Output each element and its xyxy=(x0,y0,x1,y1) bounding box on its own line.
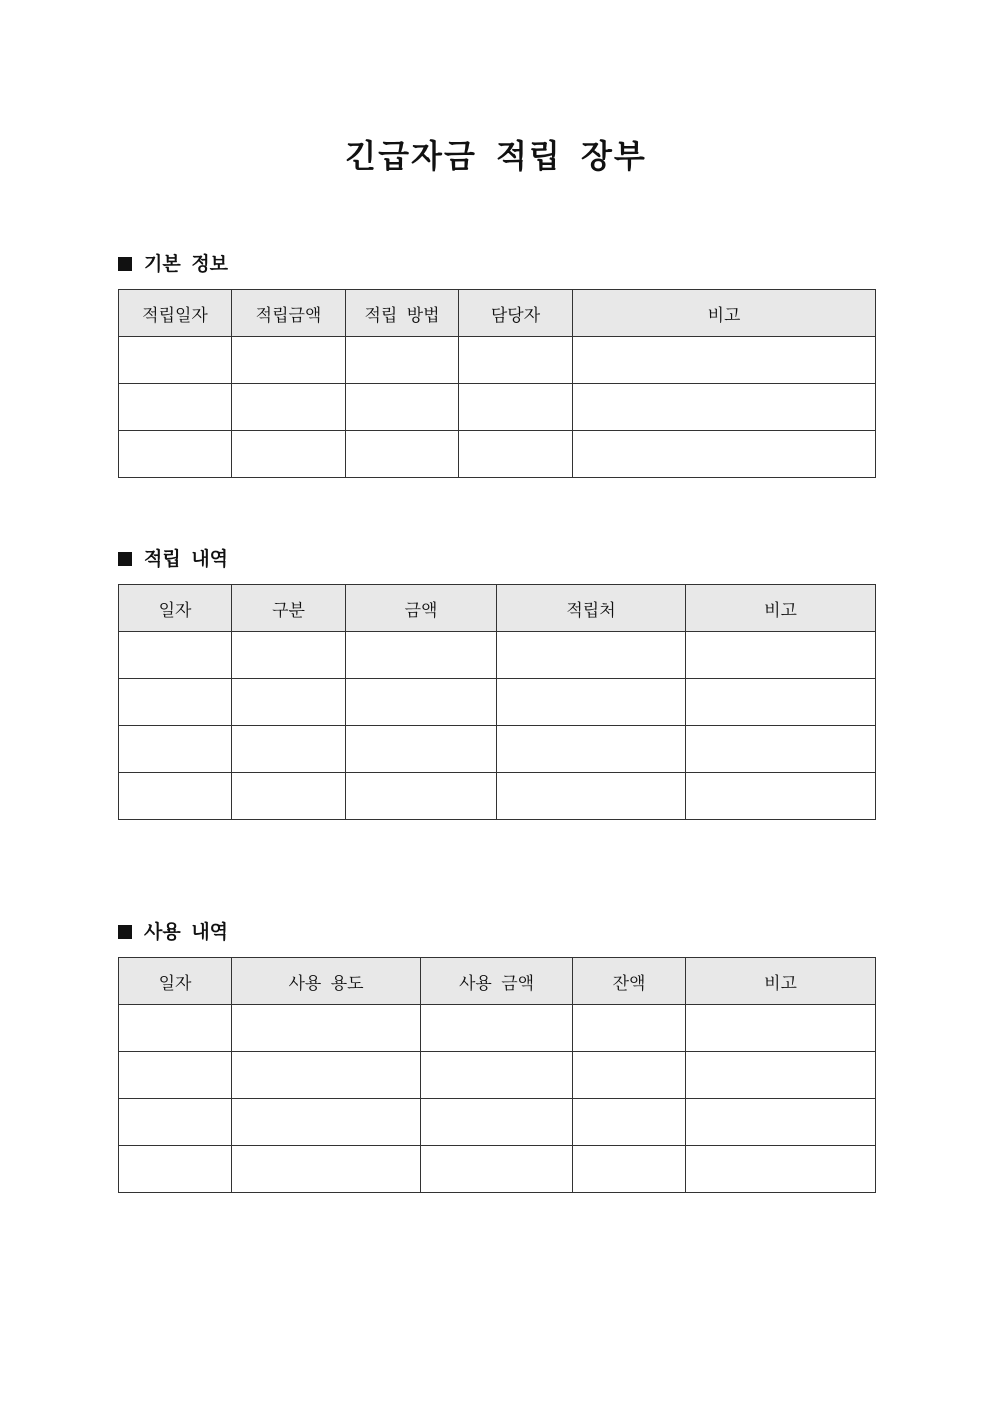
table-cell[interactable] xyxy=(119,726,232,773)
column-header: 적립일자 xyxy=(119,290,232,337)
column-header: 적립처 xyxy=(497,585,686,632)
table-row xyxy=(119,1146,876,1193)
table-cell[interactable] xyxy=(573,337,876,384)
column-header: 담당자 xyxy=(459,290,573,337)
table-cell[interactable] xyxy=(119,1052,232,1099)
table-cell[interactable] xyxy=(573,1005,686,1052)
table-cell[interactable] xyxy=(497,773,686,820)
table-row xyxy=(119,773,876,820)
column-header: 비고 xyxy=(573,290,876,337)
column-header: 구분 xyxy=(232,585,346,632)
section-heading-label: 사용 내역 xyxy=(144,921,229,943)
table-header-row xyxy=(119,585,876,632)
table-cell[interactable] xyxy=(119,384,232,431)
table-cell[interactable] xyxy=(573,1099,686,1146)
table-cell[interactable] xyxy=(573,1146,686,1193)
basic-info-table xyxy=(118,289,876,478)
table-cell[interactable] xyxy=(232,337,346,384)
square-bullet-icon xyxy=(118,257,132,271)
table-cell[interactable] xyxy=(232,1146,421,1193)
square-bullet-icon xyxy=(118,552,132,566)
table-cell[interactable] xyxy=(119,1099,232,1146)
section-heading-label: 기본 정보 xyxy=(144,253,229,275)
table-cell[interactable] xyxy=(497,726,686,773)
table-cell[interactable] xyxy=(497,632,686,679)
column-header: 적립 방법 xyxy=(346,290,459,337)
table-cell[interactable] xyxy=(573,384,876,431)
section-heading-basic-info xyxy=(118,251,228,277)
table-cell[interactable] xyxy=(686,1099,876,1146)
table-cell[interactable] xyxy=(573,1052,686,1099)
table-cell[interactable] xyxy=(346,632,497,679)
table-cell[interactable] xyxy=(232,632,346,679)
table-cell[interactable] xyxy=(421,1052,573,1099)
table-cell[interactable] xyxy=(119,632,232,679)
column-header: 사용 금액 xyxy=(421,958,573,1005)
table-cell[interactable] xyxy=(459,384,573,431)
table-row xyxy=(119,1052,876,1099)
table-cell[interactable] xyxy=(686,1005,876,1052)
table-cell[interactable] xyxy=(459,431,573,478)
table-cell[interactable] xyxy=(232,1005,421,1052)
table-cell[interactable] xyxy=(346,431,459,478)
table-cell[interactable] xyxy=(573,431,876,478)
column-header: 잔액 xyxy=(573,958,686,1005)
column-header: 일자 xyxy=(119,585,232,632)
table-cell[interactable] xyxy=(346,726,497,773)
column-header: 금액 xyxy=(346,585,497,632)
table-cell[interactable] xyxy=(232,384,346,431)
table-cell[interactable] xyxy=(346,773,497,820)
table-row xyxy=(119,726,876,773)
table-cell[interactable] xyxy=(232,726,346,773)
column-header: 비고 xyxy=(686,585,876,632)
table-cell[interactable] xyxy=(119,773,232,820)
table-row xyxy=(119,1099,876,1146)
table-cell[interactable] xyxy=(119,431,232,478)
table-cell[interactable] xyxy=(686,1146,876,1193)
table-cell[interactable] xyxy=(119,1146,232,1193)
table-cell[interactable] xyxy=(686,679,876,726)
saving-history-table xyxy=(118,584,876,820)
table-cell[interactable] xyxy=(119,679,232,726)
section-heading-usage-history xyxy=(118,919,228,945)
table-cell[interactable] xyxy=(497,679,686,726)
table-row xyxy=(119,679,876,726)
table-cell[interactable] xyxy=(686,1052,876,1099)
table-cell[interactable] xyxy=(119,1005,232,1052)
column-header: 일자 xyxy=(119,958,232,1005)
column-header: 적립금액 xyxy=(232,290,346,337)
table-header-row xyxy=(119,958,876,1005)
table-cell[interactable] xyxy=(421,1005,573,1052)
table-cell[interactable] xyxy=(346,679,497,726)
page-title: 긴급자금 적립 장부 xyxy=(345,137,647,175)
table-cell[interactable] xyxy=(232,679,346,726)
table-cell[interactable] xyxy=(119,337,232,384)
table-row xyxy=(119,337,876,384)
table-cell[interactable] xyxy=(686,726,876,773)
table-row xyxy=(119,1005,876,1052)
table-cell[interactable] xyxy=(232,1099,421,1146)
column-header: 비고 xyxy=(686,958,876,1005)
table-cell[interactable] xyxy=(232,773,346,820)
table-header-row xyxy=(119,290,876,337)
table-cell[interactable] xyxy=(459,337,573,384)
table-cell[interactable] xyxy=(232,431,346,478)
table-cell[interactable] xyxy=(346,337,459,384)
column-header: 사용 용도 xyxy=(232,958,421,1005)
table-cell[interactable] xyxy=(686,773,876,820)
section-heading-saving-history xyxy=(118,546,228,572)
usage-history-table xyxy=(118,957,876,1193)
table-cell[interactable] xyxy=(232,1052,421,1099)
table-row xyxy=(119,384,876,431)
table-cell[interactable] xyxy=(421,1146,573,1193)
table-row xyxy=(119,632,876,679)
section-heading-label: 적립 내역 xyxy=(144,548,229,570)
table-cell[interactable] xyxy=(686,632,876,679)
square-bullet-icon xyxy=(118,925,132,939)
table-cell[interactable] xyxy=(421,1099,573,1146)
table-cell[interactable] xyxy=(346,384,459,431)
table-row xyxy=(119,431,876,478)
